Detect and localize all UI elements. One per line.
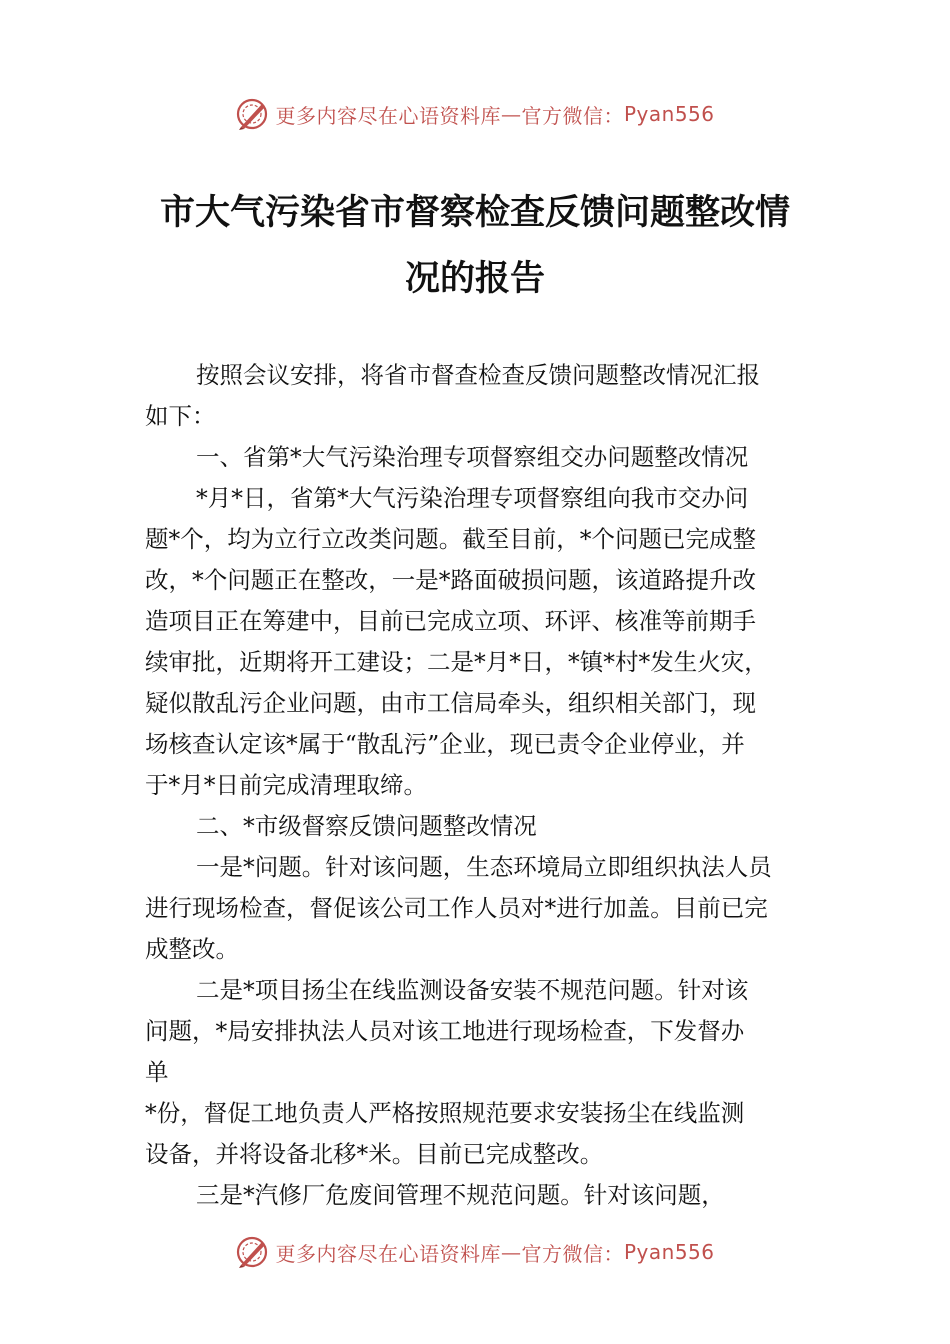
title-line-1: 市大气污染省市督察检查反馈问题整改情 [159, 192, 790, 233]
body-line: 单 [145, 1058, 169, 1086]
body-line: 造项目正在筹建中，目前已完成立项、环评、核准等前期手 [145, 607, 756, 635]
title-line-2: 况的报告 [404, 258, 545, 299]
watermark-brand: 更多内容尽在心语资料库 [275, 1241, 501, 1266]
body-line: *月*日，省第*大气污染治理专项督察组向我市交办问 [196, 484, 749, 512]
document-title [150, 180, 800, 312]
body-line: 一、省第*大气污染治理专项督察组交办问题整改情况 [196, 443, 749, 471]
header-watermark [0, 97, 950, 131]
body-line: 疑似散乱污企业问题，由市工信局牵头，组织相关部门，现 [145, 689, 756, 717]
body-line: 如下： [145, 402, 216, 430]
body-line: 改，*个问题正在整改，一是*路面破损问题，该道路提升改 [145, 566, 756, 594]
watermark-wechat-label: 官方微信： [521, 103, 624, 128]
body-line: 题*个，均为立行立改类问题。截至目前，*个问题已完成整 [145, 525, 756, 553]
body-line: 按照会议安排，将省市督查检查反馈问题整改情况汇报 [196, 361, 760, 389]
body-line: 成整改。 [145, 935, 239, 963]
document-body [145, 355, 810, 1216]
body-line: 三是*汽修厂危废间管理不规范问题。针对该问题， [196, 1181, 725, 1209]
watermark-separator: — [500, 1240, 522, 1264]
pen-seal-icon [235, 97, 269, 131]
watermark-wechat-id: Pyan556 [623, 1240, 715, 1264]
body-line: 二是*项目扬尘在线监测设备安装不规范问题。针对该 [196, 976, 749, 1004]
body-line: 场核查认定该*属于“散乱污”企业，现已责令企业停业，并 [145, 730, 745, 758]
body-line: 续审批，近期将开工建设；二是*月*日，*镇*村*发生火灾， [145, 648, 768, 676]
body-line: 设备，并将设备北移*米。目前已完成整改。 [145, 1140, 604, 1168]
body-line: 进行现场检查，督促该公司工作人员对*进行加盖。目前已完 [145, 894, 768, 922]
watermark-brand: 更多内容尽在心语资料库 [275, 103, 501, 128]
watermark-separator: — [500, 102, 522, 126]
footer-watermark [0, 1235, 950, 1269]
body-line: *份，督促工地负责人严格按照规范要求安装扬尘在线监测 [145, 1099, 745, 1127]
watermark-wechat-label: 官方微信： [521, 1241, 624, 1266]
body-line: 二、*市级督察反馈问题整改情况 [196, 812, 537, 840]
body-line: 问题，*局安排执法人员对该工地进行现场检查，下发督办 [145, 1017, 745, 1045]
pen-seal-icon [235, 1235, 269, 1269]
body-line: 于*月*日前完成清理取缔。 [145, 771, 427, 799]
watermark-wechat-id: Pyan556 [623, 102, 715, 126]
body-line: 一是*问题。针对该问题，生态环境局立即组织执法人员 [196, 853, 772, 881]
